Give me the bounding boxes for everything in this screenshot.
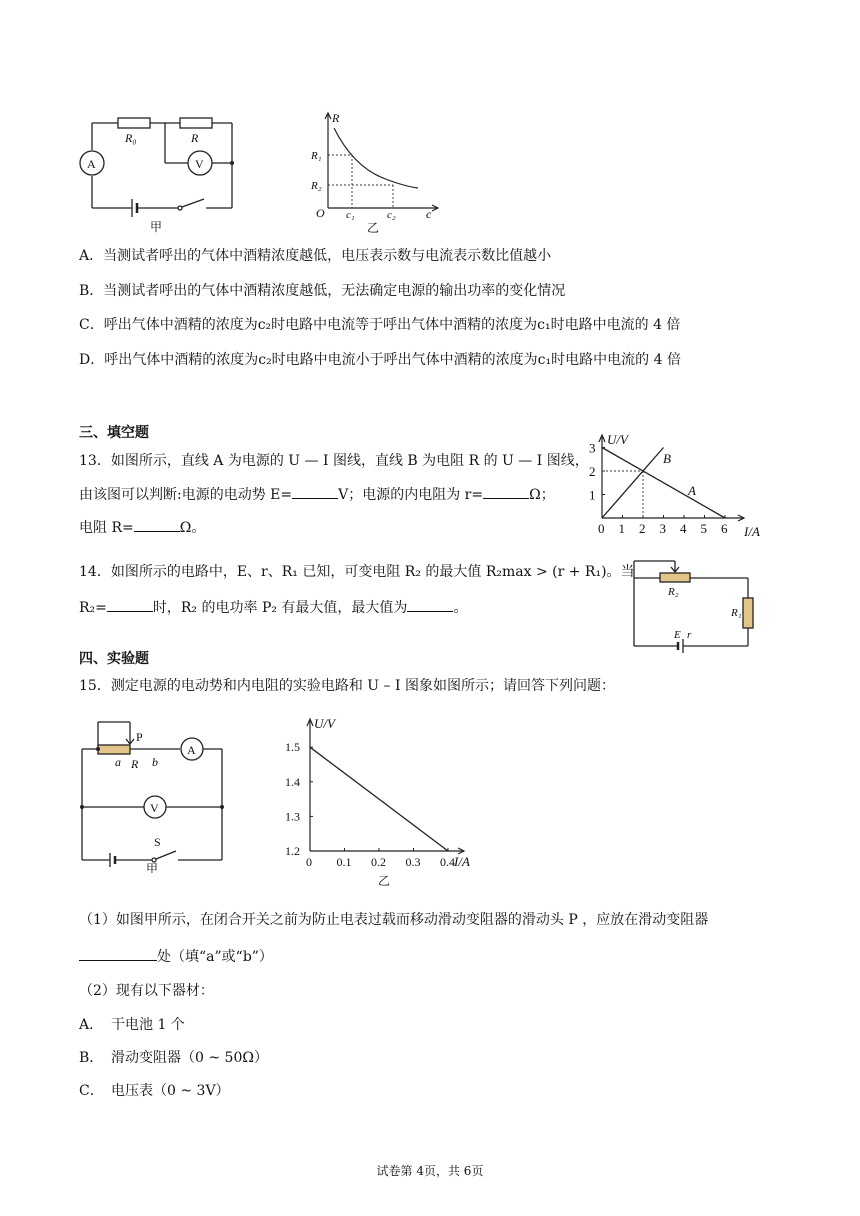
fig12-c1-label: c₁ [346,209,355,221]
fig12-x-axis-label: c [426,207,432,221]
q13-line1: 13．如图所示，直线 A 为电源的 U — I 图线，直线 B 为电阻 R 的 U — I 图线， [79,453,589,469]
y-tick-label: 3 [589,440,596,456]
q14-text: 时，R₂ 的电功率 P₂ 有最大值，最大值为 [152,600,408,616]
section-experiment-title: 四、实验题 [79,651,149,667]
item-text: 电压表（0 ~ 3V） [111,1083,230,1099]
fig12-origin-label: O [316,206,325,220]
series-line [310,747,448,851]
q15-switch-label: S [154,835,161,849]
q13-line3 [79,517,205,538]
q15-item-a [79,1015,185,1035]
option-text: 呼出气体中酒精的浓度为c₂时电路中电流等于呼出气体中酒精的浓度为c₁时电路中电流的 4 倍 [103,317,681,333]
x-tick-label: 3 [659,521,666,536]
q13-ui-chart [584,428,774,546]
option-text: 当测试者呼出的气体中酒精浓度越低，无法确定电源的输出功率的变化情况 [103,283,566,299]
q13-internal-r-blank[interactable] [483,484,529,499]
q15-yi-caption: 乙 [378,874,391,888]
q14-circuit [626,556,766,656]
q14-r1-label: R₁ [731,607,742,619]
q14-text: R₂= [79,600,107,616]
q14-r2-blank[interactable] [107,597,153,612]
q14-r2-label: R₂ [668,586,679,598]
fig12-jia-circuit [70,108,250,233]
x-tick-label: 0.2 [371,855,386,869]
item-text: 干电池 1 个 [111,1017,185,1033]
voltmeter-label: V [195,157,204,171]
q15-jia-caption: 甲 [146,862,159,873]
q15-ammeter-label: A [187,743,196,757]
y-tick-label: 1.4 [285,774,300,789]
q15-p-label: P [136,730,143,744]
q12-option-b [79,281,565,301]
q15-b-end-label: b [152,755,158,769]
q13-text: Ω； [529,487,555,503]
q13-text: V；电源的内电阻为 r= [338,487,484,503]
q14-max-power-blank[interactable] [407,597,453,612]
ammeter-label: A [87,157,96,171]
q14-e-label: E [674,629,681,641]
x-tick-label: 5 [700,521,707,536]
q14-line1: 14．如图所示的电路中，E、r、R₁ 已知，可变电阻 R₂ 的最大值 R₂max > (r + R₁)。当 [79,564,635,580]
option-letter: D． [79,352,105,368]
x-tick-label: 0.3 [405,855,421,869]
y-tick-label: 2 [589,464,596,479]
x-tick-label: 0 [598,521,605,536]
x-tick-label: 6 [721,521,728,536]
q13-emf-blank[interactable] [292,484,338,499]
q15-a-end-label: a [115,755,121,769]
item-letter: C． [79,1083,104,1099]
item-text: 滑动变阻器（0 ~ 50Ω） [111,1050,268,1066]
q15-r-label: R [131,757,139,771]
q15-x-axis-label: I/A [454,854,470,869]
y-tick-label: 1.5 [285,740,300,755]
q15-item-c [79,1081,230,1101]
q14-r-label: r [687,629,692,641]
item-letter: A． [79,1017,104,1033]
y-tick-label: 1.2 [285,844,300,858]
option-letter: A． [79,248,104,264]
fig12-y-axis-label: R [332,111,340,125]
x-tick-label: 2 [639,521,646,536]
q15-text: 处（填“a”或“b”） [157,949,273,965]
y-tick-label: 1.3 [285,809,300,824]
x-tick-label: 1 [618,521,625,536]
r-label: R [191,131,199,145]
q13-x-axis-label: I/A [744,524,760,539]
q15-voltmeter-label: V [150,801,159,815]
q13-text: 电阻 R= [79,520,134,536]
q15-jia-circuit [72,718,232,873]
q13-y-axis-label: U/V [607,432,628,447]
fig12-c2-label: c₂ [387,209,396,221]
fig12-r2-label: R₂ [311,180,322,192]
fig12-r1-label: R₁ [311,150,322,162]
q13-text: Ω。 [179,520,206,536]
q15-part1-line2 [79,946,273,967]
x-tick-label: 4 [680,521,687,536]
q15-item-b [79,1048,268,1068]
q14-text: 。 [453,600,468,616]
option-letter: C． [79,317,104,333]
q12-option-a [79,246,551,266]
fig12-yi-caption: 乙 [367,221,380,235]
x-tick-label: 0 [306,855,312,869]
x-tick-label: 0.4 [440,855,455,869]
q15-part1-line1: （1）如图甲所示，在闭合开关之前为防止电表过载而移动滑动变阻器的滑动头 P ，应放在滑动变阻器 [79,912,709,928]
q15-ab-blank[interactable] [79,946,157,961]
fig12-yi-graph [308,108,448,236]
q15-ui-chart [278,712,478,890]
option-letter: B． [79,283,104,299]
option-text: 呼出气体中酒精的浓度为c₂时电路中电流小于呼出气体中酒精的浓度为c₁时电路中电流的 4 倍 [104,352,681,368]
y-tick-label: 1 [589,487,596,503]
r0-label: R₀ [125,131,137,145]
option-text: 当测试者呼出的气体中酒精浓度越低，电压表示数与电流表示数比值越小 [103,248,552,264]
q15-y-axis-label: U/V [314,716,335,731]
fig12-jia-caption: 甲 [150,220,163,233]
q13-resistance-blank[interactable] [134,517,180,532]
q12-option-d [79,350,681,370]
q12-option-c [79,315,680,335]
line-a-label: A [688,483,696,498]
section-fill-in-title: 三、填空题 [79,425,149,441]
item-letter: B． [79,1050,104,1066]
series-line-b [602,448,664,519]
q13-line2 [79,484,555,505]
q15-part2: （2）现有以下器材： [79,983,214,999]
line-b-label: B [663,451,671,466]
x-tick-label: 0.1 [336,855,352,869]
q15-line1: 15．测定电源的电动势和内电阻的实验电路和 U – I 图象如图所示；请回答下列问题： [79,678,615,694]
q14-line2 [79,597,467,618]
q13-text: 由该图可以判断:电源的电动势 E= [79,487,293,503]
page-footer: 试卷第 4页，共 6页 [376,1164,484,1178]
